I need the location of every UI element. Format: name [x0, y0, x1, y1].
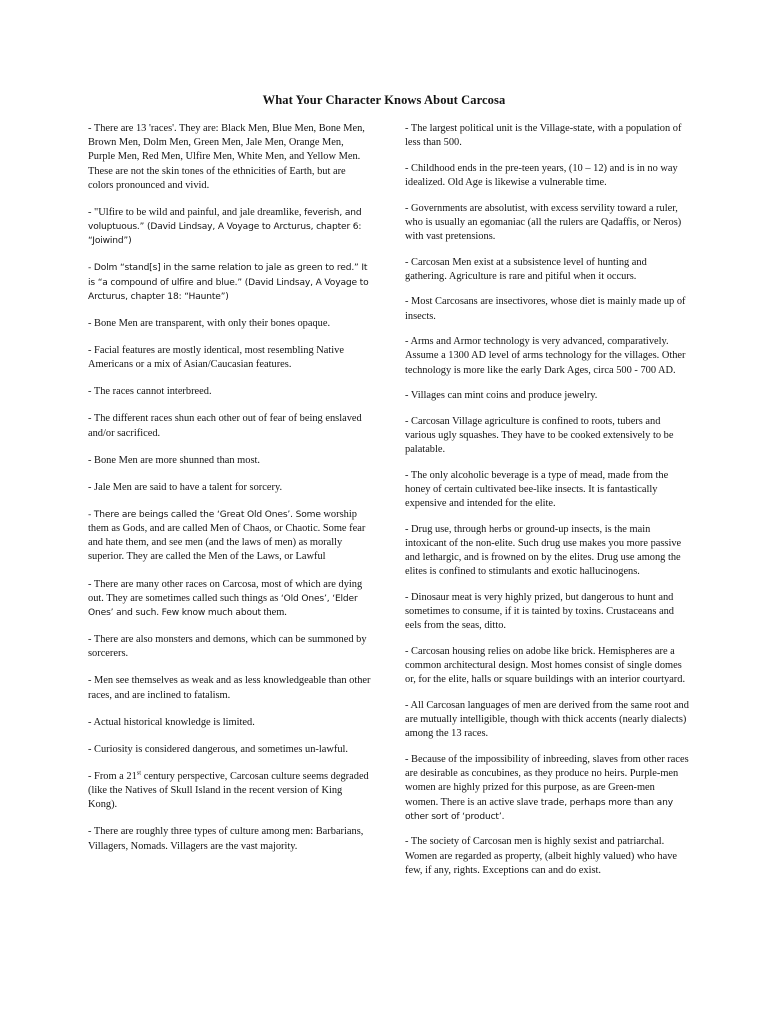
bullet-text: - All Carcosan languages of men are derived from the same root and are mutually intelligible, though with thick accents (nearly dialects) among the 13 races. [405, 699, 689, 740]
bullet-paragraph [88, 454, 373, 468]
bullet-text: - The races cannot interbreed. [88, 386, 212, 398]
bullet-text: - Carcosan Village agriculture is confined to roots, tubers and various ugly squashes. They have to be cooked extensively to be palatable. [405, 415, 674, 456]
bullet-text: century perspective, Carcosan culture seems degraded (like the Natives of Skull Island in the recent version of King Kong). [88, 770, 369, 811]
bullet-paragraph [405, 591, 690, 634]
bullet-text: - There are roughly three types of culture among men: Barbarians, Villagers, Nomads. Villagers are the vast majority. [88, 826, 364, 852]
bullet-paragraph [88, 206, 373, 249]
bullet-text: - There are 13 'races'. They are: Black Men, Blue Men, Bone Men, Brown Men, Dolm Men, Green Men, Jale Men, Orange Men, Purple Men, Red Men, Ulfire Men, White Men, and Yellow Men. These are not the skin tones of the ethnicities of Earth, but are colors pronounced and vivid. [88, 123, 365, 191]
bullet-paragraph [88, 261, 373, 304]
bullet-paragraph [405, 415, 690, 458]
bullet-paragraph [88, 122, 373, 193]
bullet-text: - Carcosan Men exist at a subsistence level of hunting and gathering. Agriculture is rare and pitiful when it occurs. [405, 256, 647, 282]
bullet-paragraph [405, 122, 690, 150]
bullet-text: - Villages can mint coins and produce jewelry. [405, 390, 598, 402]
bullet-text: - The only alcoholic beverage is a type of mead, made from the honey of certain cultivated bee-like insects. It is fantastically expensive and intended for the elite. [405, 469, 669, 510]
bullet-paragraph [88, 385, 373, 399]
bullet-paragraph [405, 335, 690, 378]
bullet-text: - Actual historical knowledge is limited. [88, 716, 255, 728]
left-column [88, 122, 373, 867]
bullet-text: - Jale Men are said to have a talent for sorcery. [88, 481, 283, 493]
bullet-text: - Bone Men are transparent, with only their bones opaque. [88, 317, 331, 329]
bullet-paragraph [405, 699, 690, 742]
bullet-text: - Bone Men are more shunned than most. [88, 454, 260, 466]
bullet-paragraph [88, 633, 373, 661]
bullet-paragraph [88, 825, 373, 853]
bullet-text: - The society of Carcosan men is highly sexist and patriarchal. Women are regarded as property, (albeit highly valued) who have few, if any, rights. Exceptions can and do exist. [405, 836, 678, 876]
bullet-text-alt-font: - There are beings called the ‘Great Old Ones’. Some [88, 509, 321, 520]
bullet-paragraph [405, 256, 690, 284]
bullet-paragraph [88, 716, 373, 730]
bullet-text: - From a 21 [88, 770, 137, 782]
bullet-paragraph [405, 202, 690, 245]
bullet-paragraph [405, 835, 690, 878]
bullet-text: - Governments are absolutist, with excess servility toward a ruler, who is usually an egomaniac (all the rulers are Qadaffis, or Neros) with vast pretensions. [405, 202, 682, 242]
bullet-text: worship them as Gods, and are called Men of Chaos, or Chaotic. Some fear and hate them, and see men (and the laws of men) as morally superior. They are called the Men of the Laws, or Lawful [88, 508, 366, 563]
bullet-paragraph [405, 469, 690, 512]
bullet-text: - There are many other races on Carcosa, most of which are dying out. They are sometimes called such things as [88, 578, 363, 604]
bullet-text-alt-font: ‘Old Ones’, ‘Elder Ones’ and such. Few know much about [88, 593, 358, 618]
right-column [405, 122, 690, 889]
document-title: What Your Character Knows About Carcosa [262, 93, 506, 107]
bullet-paragraph [88, 344, 373, 372]
bullet-text: - Men see themselves as weak and as less knowledgeable than other races, and are inclined to fatalism. [88, 675, 371, 701]
bullet-paragraph [405, 523, 690, 580]
bullet-paragraph [405, 389, 690, 403]
bullet-text: - The largest political unit is the Village-state, with a population of less than 500. [405, 123, 682, 149]
bullet-text: - Facial features are mostly identical, most resembling Native Americans or a mix of Asian/Caucasian features. [88, 345, 344, 371]
bullet-paragraph [88, 317, 373, 331]
bullet-text: - Childhood ends in the pre-teen years, (10 – 12) and is in no way idealized. Old Age is likewise a vulnerable time. [405, 162, 678, 188]
bullet-paragraph [88, 481, 373, 495]
bullet-text: them. [260, 606, 287, 618]
ordinal-superscript: st [136, 769, 142, 777]
bullet-text: - Most Carcosans are insectivores, whose diet is mainly made up of insects. [405, 296, 686, 322]
bullet-text: - Because of the impossibility of inbreeding, slaves from other races are desirable as concubines, as they produce no heirs. Purple-men women are highly prized for this purpose, as are Green-men women. There is an active slave [405, 753, 689, 808]
bullet-text: - Dinosaur meat is very highly prized, but dangerous to hunt and sometimes to consume, if it is tainted by toxins. Crustaceans and eels from the seas, ditto. [405, 591, 674, 632]
bullet-paragraph [405, 645, 690, 688]
bullet-text: - Arms and Armor technology is very advanced, comparatively. Assume a 1300 AD level of arms technology for the villages. Other technology is more like the early Dark Ages, circa 500 - 700 AD. [405, 336, 686, 376]
bullet-text: - There are also monsters and demons, which can be summoned by sorcerers. [88, 634, 367, 660]
bullet-paragraph [405, 295, 690, 323]
bullet-text-alt-font: feverish, and voluptuous.” (David Lindsay, A Voyage to Arcturus, chapter 6: “Joiwind”) [88, 207, 362, 247]
bullet-paragraph [88, 674, 373, 702]
bullet-paragraph [405, 753, 690, 824]
bullet-text: - Carcosan housing relies on adobe like brick. Hemispheres are a common architectural design. Most homes consist of single domes or, for the elite, halls or square buildings with an interior courtyard. [405, 645, 686, 686]
bullet-paragraph [88, 770, 373, 813]
bullet-paragraph [88, 743, 373, 757]
bullet-text-alt-font: - Dolm “stand[s] in the same relation to jale as green to red.” It is “a compound of ulfire and blue.” (David Lindsay, A Voyage to Arcturus, chapter 18: “Haunte”) [88, 263, 369, 302]
bullet-text: - The different races shun each other out of fear of being enslaved and/or sacrificed. [88, 413, 362, 439]
bullet-text: - Curiosity is considered dangerous, and sometimes un-lawful. [88, 743, 349, 755]
bullet-paragraph [88, 508, 373, 565]
bullet-text: - "Ulfire to be wild and painful, and jale dreamlike, [88, 206, 305, 218]
bullet-text: - Drug use, through herbs or ground-up insects, is the main intoxicant of the non-elite. Such drug use makes you more passive and lethargic, and is frowned on by the elites. Drug use among the elites is confined to stimulants and exotic hallucinogens. [405, 523, 682, 578]
bullet-paragraph [88, 578, 373, 621]
bullet-text-alt-font: trade, perhaps more than any other sort of ‘product’. [405, 797, 673, 822]
bullet-paragraph [405, 162, 690, 190]
bullet-paragraph [88, 412, 373, 440]
